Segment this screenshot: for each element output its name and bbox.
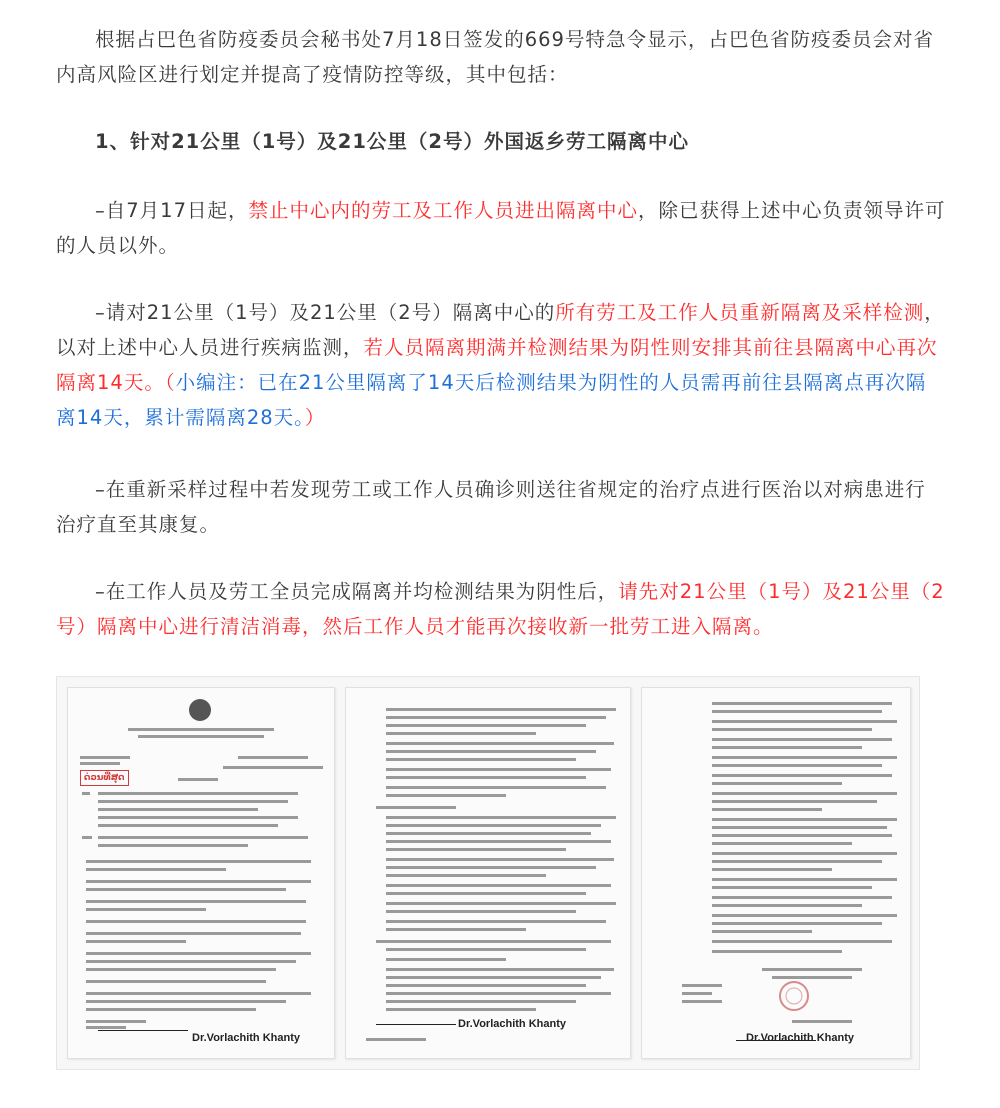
rule-paragraph-3 bbox=[56, 472, 946, 542]
rule2-lead: –请对21公里（1号）及21公里（2号）隔离中心的 bbox=[95, 301, 556, 324]
intro-paragraph bbox=[56, 22, 946, 92]
lao-emblem-icon bbox=[189, 699, 211, 721]
rule-paragraph-4 bbox=[56, 574, 946, 644]
editor-note-open: （ bbox=[164, 371, 176, 394]
document-scan-1 bbox=[67, 687, 335, 1059]
document-scan-2 bbox=[345, 687, 631, 1059]
rule2-highlight-1: 所有劳工及工作人员重新隔离及采样检测 bbox=[555, 301, 925, 324]
rule-paragraph-1 bbox=[56, 193, 946, 263]
rule4-highlight: 请先对21公里（1号）及21公里（2号）隔离中心进行清洁消毒，然后工作人员才能再次接收新一批劳工进入隔离。 bbox=[56, 580, 945, 638]
rule4-lead: –在工作人员及劳工全员完成隔离并均检测结果为阴性后， bbox=[95, 580, 619, 603]
urgent-stamp: ດ່ວນທີ່ສຸດ bbox=[80, 770, 129, 786]
rule2-highlight-2: 若人员隔离期满并检测结果为阴性则安排其前往县隔离中心再次隔离14天。 bbox=[56, 336, 938, 394]
editor-note-close: ） bbox=[304, 406, 326, 429]
section-heading bbox=[56, 124, 946, 159]
document-2-text-lines bbox=[346, 688, 630, 1058]
editor-note: 小编注：已在21公里隔离了14天后检测结果为阴性的人员需再前往县隔离点再次隔离14天，累计需隔离28天。 bbox=[56, 371, 927, 429]
rule3-text: –在重新采样过程中若发现劳工或工作人员确诊则送往省规定的治疗点进行医治以对病患进行治疗直至其康复。 bbox=[56, 478, 926, 536]
document-1-text-lines bbox=[68, 688, 334, 1058]
rule1-highlight: 禁止中心内的劳工及工作人员进出隔离中心 bbox=[248, 199, 638, 222]
rule-paragraph-2 bbox=[56, 295, 946, 435]
rule2-mid: ，以对上述中心人员进行疾病监测， bbox=[56, 301, 945, 359]
intro-text: 根据占巴色省防疫委员会秘书处7月18日签发的669号特急令显示，占巴色省防疫委员会对省内高风险区进行划定并提高了疫情防控等级，其中包括： bbox=[56, 28, 934, 86]
document-scans bbox=[56, 676, 920, 1070]
signature-3: Dr.Vorlachith Khanty bbox=[746, 1032, 854, 1044]
rule1-tail: ，除已获得上述中心负责领导许可的人员以外。 bbox=[56, 199, 946, 257]
rule1-lead: –自7月17日起， bbox=[95, 199, 249, 222]
document-scan-3 bbox=[641, 687, 911, 1059]
section-heading-text: 1、针对21公里（1号）及21公里（2号）外国返乡劳工隔离中心 bbox=[95, 130, 689, 153]
document-3-text-lines bbox=[642, 688, 910, 1058]
official-seal-icon bbox=[780, 982, 808, 1010]
signature-2: Dr.Vorlachith Khanty bbox=[458, 1018, 566, 1030]
signature-1: Dr.Vorlachith Khanty bbox=[192, 1032, 300, 1044]
